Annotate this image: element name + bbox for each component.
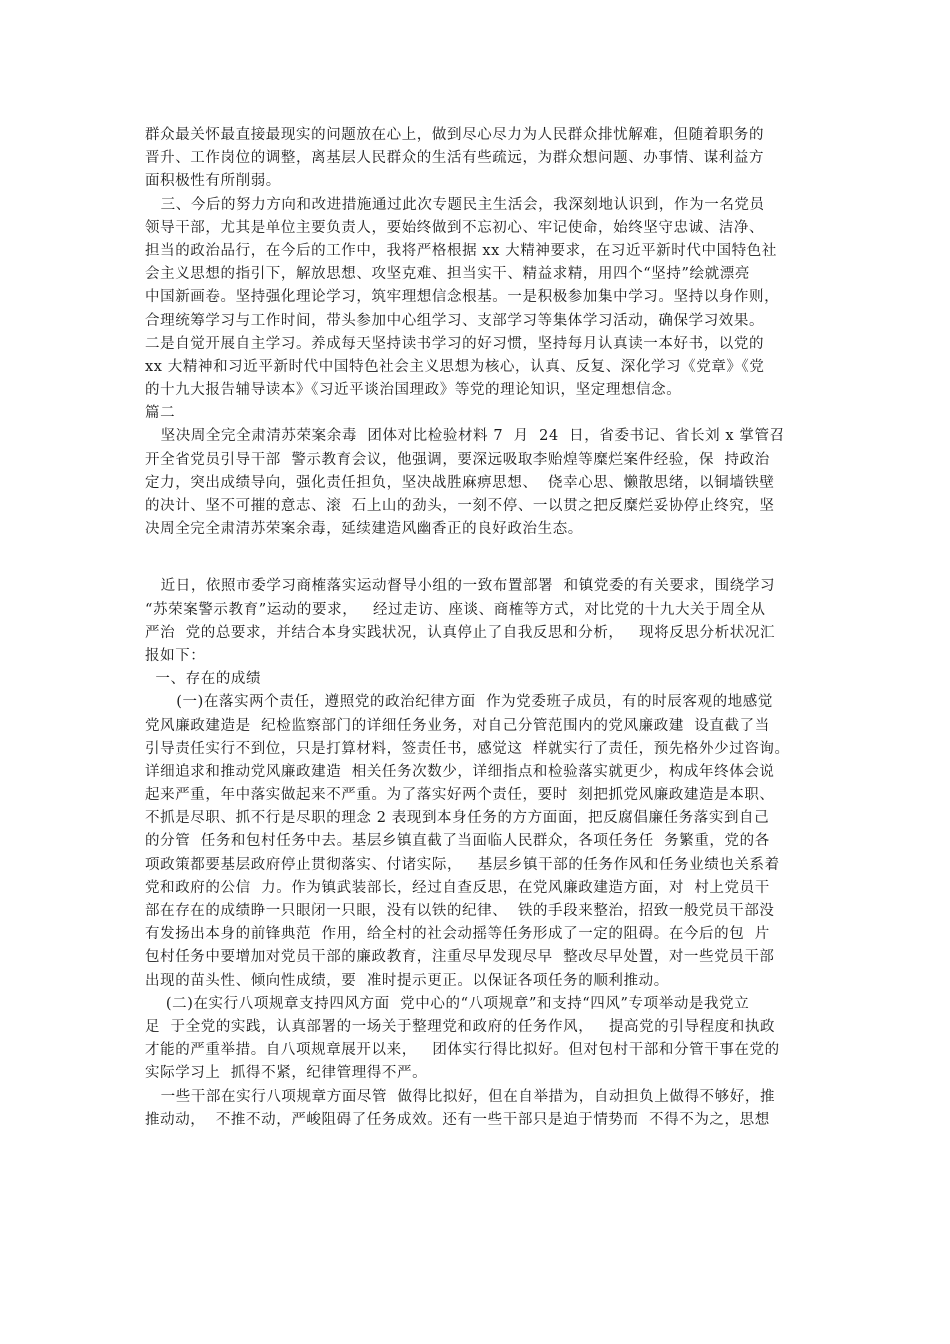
- text-line: (二)在实行八项规章支持四风方面 党中心的“八项规章”和支持“四风”专项举动是我党立: [145, 995, 750, 1012]
- text-line: 坚决周全完全肃清苏荣案余毒 团体对比检验材料 7 月 24 日，省委书记、省长刘 x 掌管召: [145, 428, 785, 445]
- text-line: 足 于全党的实践，认真部署的一场关于整理党和政府的任务作风， 提高党的引导程度和执政: [145, 1018, 776, 1035]
- text-line: 篇二: [145, 405, 176, 422]
- text-line: (一)在落实两个责任，遵照党的政治纪律方面 作为党委班子成员，有的时辰客观的地感觉: [145, 694, 773, 711]
- text-line: 二是自觉开展自主学习。养成每天坚持读书学习的好习惯，坚持每月认真读一本好书，以党的: [145, 335, 765, 352]
- text-line: 才能的严重举措。自八项规章展开以来， 团体实行得比拟好。但对包村干部和分管干事在党的: [145, 1042, 780, 1059]
- text-block-1: [145, 124, 817, 541]
- text-line: 的分管 任务和包村任务中去。基层乡镇直截了当面临人民群众，各项任务任 务繁重，党的各: [145, 833, 770, 850]
- text-line: 引导责任实行不到位，只是打算材料，签责任书，感觉这 样就实行了责任，预先格外少过咨询。: [145, 740, 790, 757]
- text-line: xx 大精神和习近平新时代中国特色社会主义思想为核心，认真、反复、深化学习《党章》《党: [145, 358, 765, 375]
- text-line: 详细追求和推动党风廉政建造 相关任务次数少，详细指点和检验落实就更少，构成年终体会说: [145, 763, 775, 780]
- text-line: 一、存在的成绩: [145, 671, 262, 688]
- text-line: 近日，依照市委学习商榷落实运动督导小组的一致布置部署 和镇党委的有关要求，围绕学习: [145, 578, 776, 595]
- text-line: 包村任务中要增加对党员干部的廉政教育，注重尽早发现尽早 整改尽早处置，对一些党员干部: [145, 949, 775, 966]
- text-line: 决周全完全肃清苏荣案余毒，延续建造风幽香正的良好政治生态。: [145, 521, 583, 538]
- text-line: 中国新画卷。坚持强化理论学习，筑牢理想信念根基。一是积极参加集中学习。坚持以身作则，: [145, 289, 780, 306]
- text-line: 晋升、工作岗位的调整，离基层人民群众的生活有些疏远，为群众想问题、办事情、谋利益方: [145, 150, 765, 167]
- document-body: [145, 124, 817, 1132]
- text-line: 党和政府的公信 力。作为镇武装部长，经过自查反思，在党风廉政建造方面，对 村上党员干: [145, 879, 770, 896]
- text-line: 出现的苗头性、倾向性成绩，要 准时提示更正。以保证各项任务的顺利推动。: [145, 972, 669, 989]
- text-line: 报如下：: [145, 647, 206, 664]
- text-line: 会主义思想的指引下，解放思想、攻坚克难、担当实干、精益求精，用四个“坚持”绘就漂亮: [145, 266, 750, 283]
- text-line: 部在存在的成绩睁一只眼闭一只眼，没有以铁的纪律、 铁的手段来整治，招致一般党员干部没: [145, 903, 775, 919]
- text-line: “苏荣案警示教育”运动的要求， 经过走访、座谈、商榷等方式，对比党的十九大关于周全从: [145, 601, 766, 618]
- text-line: 严治 党的总要求，并结合本身实践状况，认真停止了自我反思和分析， 现将反思分析状况汇: [145, 624, 776, 641]
- text-line: 推动动， 不推不动，严峻阻碍了任务成效。还有一些干部只是迫于情势而 不得不为之，思想: [145, 1111, 770, 1128]
- text-line: 的十九大报告辅导读本》《习近平谈治国理政》等党的理论知识，坚定理想信念。: [145, 382, 682, 399]
- text-line: 起来严重，年中落实做起来不严重。为了落实好两个责任，要时 刻把抓党风廉政建造是本职、: [145, 787, 775, 804]
- text-line: 开全省党员引导干部 警示教育会议，他强调，要深远吸取李贻煌等糜烂案件经验，保 持政治: [145, 451, 770, 468]
- text-line: 项政策都要基层政府停止贯彻落实、付诸实际， 基层乡镇干部的任务作风和任务业绩也关系着: [145, 856, 780, 873]
- text-line: 三、今后的努力方向和改进措施通过此次专题民主生活会，我深刻地认识到，作为一名党员: [145, 196, 765, 213]
- text-line: 面积极性有所削弱。: [145, 173, 281, 190]
- text-line: 担当的政治品行，在今后的工作中，我将严格根据 xx 大精神要求，在习近平新时代中国特色社: [145, 242, 777, 259]
- text-line: 党风廉政建造是 纪检监察部门的详细任务业务，对自己分管范围内的党风廉政建 设直截了当: [145, 717, 770, 734]
- text-line: 合理统筹学习与工作时间，带头参加中心组学习、支部学习等集体学习活动，确保学习效果。: [145, 312, 765, 329]
- text-line: 领导干部，尤其是单位主要负责人，要始终做到不忘初心、牢记使命，始终坚守忠诚、洁净、: [145, 219, 765, 236]
- text-line: 不抓是尽职、抓不行是尽职的理念 2 表现到本身任务的方方面面，把反腐倡廉任务落实到自己: [145, 810, 770, 827]
- text-line: 有发扬出本身的前锋典范 作用，给全村的社会动摇等任务形成了一定的阻碍。在今后的包 片: [145, 926, 770, 943]
- text-line: 的决计、坚不可摧的意志、滚 石上山的劲头，一刻不停、一以贯之把反糜烂妥协停止终究，坚: [145, 498, 775, 514]
- text-line: 定力，突出成绩导向，强化责任担负，坚决战胜麻痹思想、 侥幸心思、懒散思绪，以铜墙铁壁: [145, 474, 775, 491]
- text-block-2: [145, 575, 817, 1132]
- text-line: 一些干部在实行八项规章方面尽管 做得比拟好，但在自举措为，自动担负上做得不够好，推: [145, 1088, 776, 1105]
- paragraph-gap: [145, 541, 817, 575]
- text-line: 群众最关怀最直接最现实的问题放在心上，做到尽心尽力为人民群众排忧解难，但随着职务的: [145, 127, 765, 143]
- text-line: 实际学习上 抓得不紧，纪律管理得不严。: [145, 1065, 428, 1082]
